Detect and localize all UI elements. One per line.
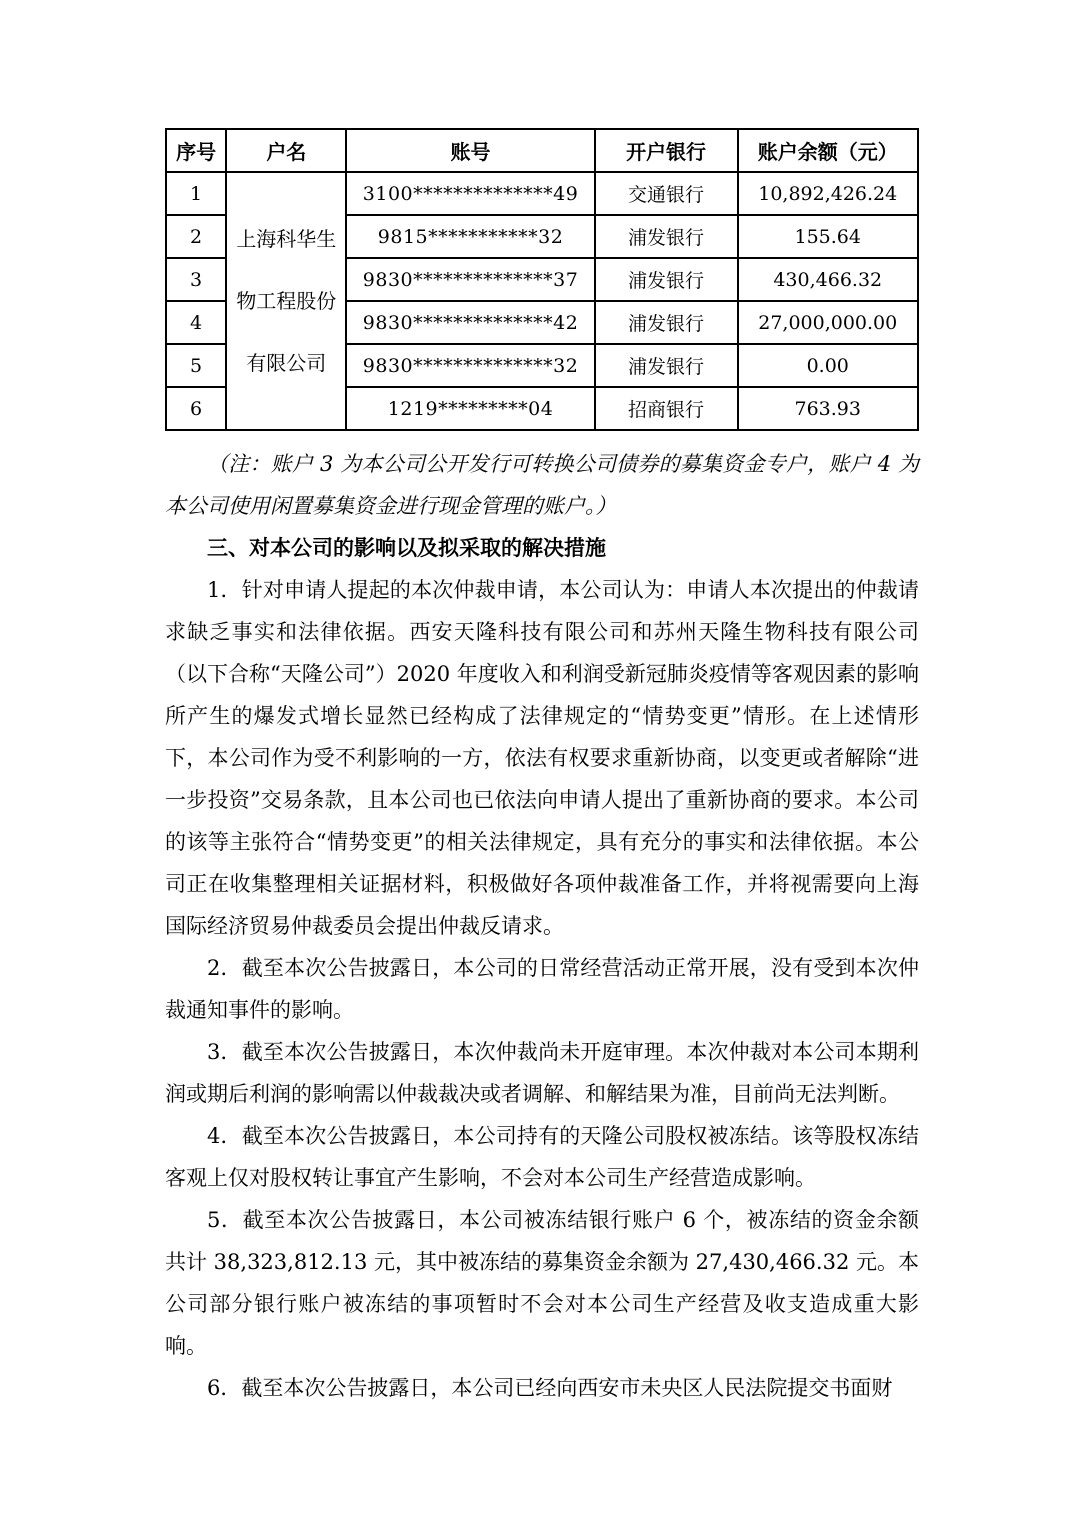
seq-cell: 5 — [166, 344, 226, 387]
header-bank: 开户银行 — [595, 129, 738, 172]
paragraph-4: 4．截至本次公告披露日，本公司持有的天隆公司股权被冻结。该等股权冻结客观上仅对股权转让事宜产生影响，不会对本公司生产经营造成影响。 — [165, 1124, 919, 1190]
table-note: （注：账户 3 为本公司公开发行可转换公司债券的募集资金专户，账户 4 为本公司使用闲置募集资金进行现金管理的账户。） — [165, 452, 919, 518]
account-number-cell: 9815***********32 — [346, 215, 594, 258]
balance-cell: 0.00 — [738, 344, 919, 387]
seq-cell: 2 — [166, 215, 226, 258]
seq-cell: 4 — [166, 301, 226, 344]
bank-cell: 浦发银行 — [595, 258, 738, 301]
seq-cell: 1 — [166, 172, 226, 215]
paragraph-6: 6．截至本次公告披露日，本公司已经向西安市未央区人民法院提交书面财 — [207, 1376, 893, 1400]
account-number-cell: 9830**************42 — [346, 301, 594, 344]
account-number-cell: 9830**************32 — [346, 344, 594, 387]
account-name-cell: 上海科华生物工程股份有限公司 — [226, 172, 346, 430]
seq-cell: 3 — [166, 258, 226, 301]
header-account-number: 账号 — [346, 129, 594, 172]
bank-cell: 浦发银行 — [595, 215, 738, 258]
balance-cell: 10,892,426.24 — [738, 172, 919, 215]
section-heading: 三、对本公司的影响以及拟采取的解决措施 — [207, 536, 606, 560]
header-balance: 账户余额（元） — [738, 129, 919, 172]
account-number-cell: 9830**************37 — [346, 258, 594, 301]
account-number-cell: 3100**************49 — [346, 172, 594, 215]
bank-cell: 交通银行 — [595, 172, 738, 215]
balance-cell: 430,466.32 — [738, 258, 919, 301]
bank-cell: 浦发银行 — [595, 301, 738, 344]
bank-cell: 招商银行 — [595, 387, 738, 430]
paragraph-5: 5．截至本次公告披露日，本公司被冻结银行账户 6 个，被冻结的资金余额共计 38,323,812.13 元，其中被冻结的募集资金余额为 27,430,466.32 元。本公司部分银行账户被冻结的事项暂时不会对本公司生产经营及收支造成重大影响。 — [165, 1208, 919, 1358]
body-text — [165, 443, 919, 1409]
document-content — [165, 128, 919, 1409]
balance-cell: 763.93 — [738, 387, 919, 430]
seq-cell: 6 — [166, 387, 226, 430]
frozen-accounts-table — [165, 128, 919, 431]
paragraph-1: 1．针对申请人提起的本次仲裁申请，本公司认为：申请人本次提出的仲裁请求缺乏事实和法律依据。西安天隆科技有限公司和苏州天隆生物科技有限公司（以下合称“天隆公司”）2020 年度收入和利润受新冠肺炎疫情等客观因素的影响所产生的爆发式增长显然已经构成了法律规定的“情势变更”情形。在上述情形下，本公司作为受不利影响的一方，依法有权要求重新协商，以变更或者解除“进一步投资”交易条款，且本公司也已依法向申请人提出了重新协商的要求。本公司的该等主张符合“情势变更”的相关法律规定，具有充分的事实和法律依据。本公司正在收集整理相关证据材料，积极做好各项仲裁准备工作，并将视需要向上海国际经济贸易仲裁委员会提出仲裁反请求。 — [165, 578, 919, 938]
paragraph-3: 3．截至本次公告披露日，本次仲裁尚未开庭审理。本次仲裁对本公司本期利润或期后利润的影响需以仲裁裁决或者调解、和解结果为准，目前尚无法判断。 — [165, 1040, 919, 1106]
header-account-name: 户名 — [226, 129, 346, 172]
account-number-cell: 1219*********04 — [346, 387, 594, 430]
header-seq: 序号 — [166, 129, 226, 172]
table-row — [166, 172, 918, 215]
bank-cell: 浦发银行 — [595, 344, 738, 387]
paragraph-2: 2．截至本次公告披露日，本公司的日常经营活动正常开展，没有受到本次仲裁通知事件的影响。 — [165, 956, 919, 1022]
balance-cell: 27,000,000.00 — [738, 301, 919, 344]
balance-cell: 155.64 — [738, 215, 919, 258]
table-header-row — [166, 129, 918, 172]
